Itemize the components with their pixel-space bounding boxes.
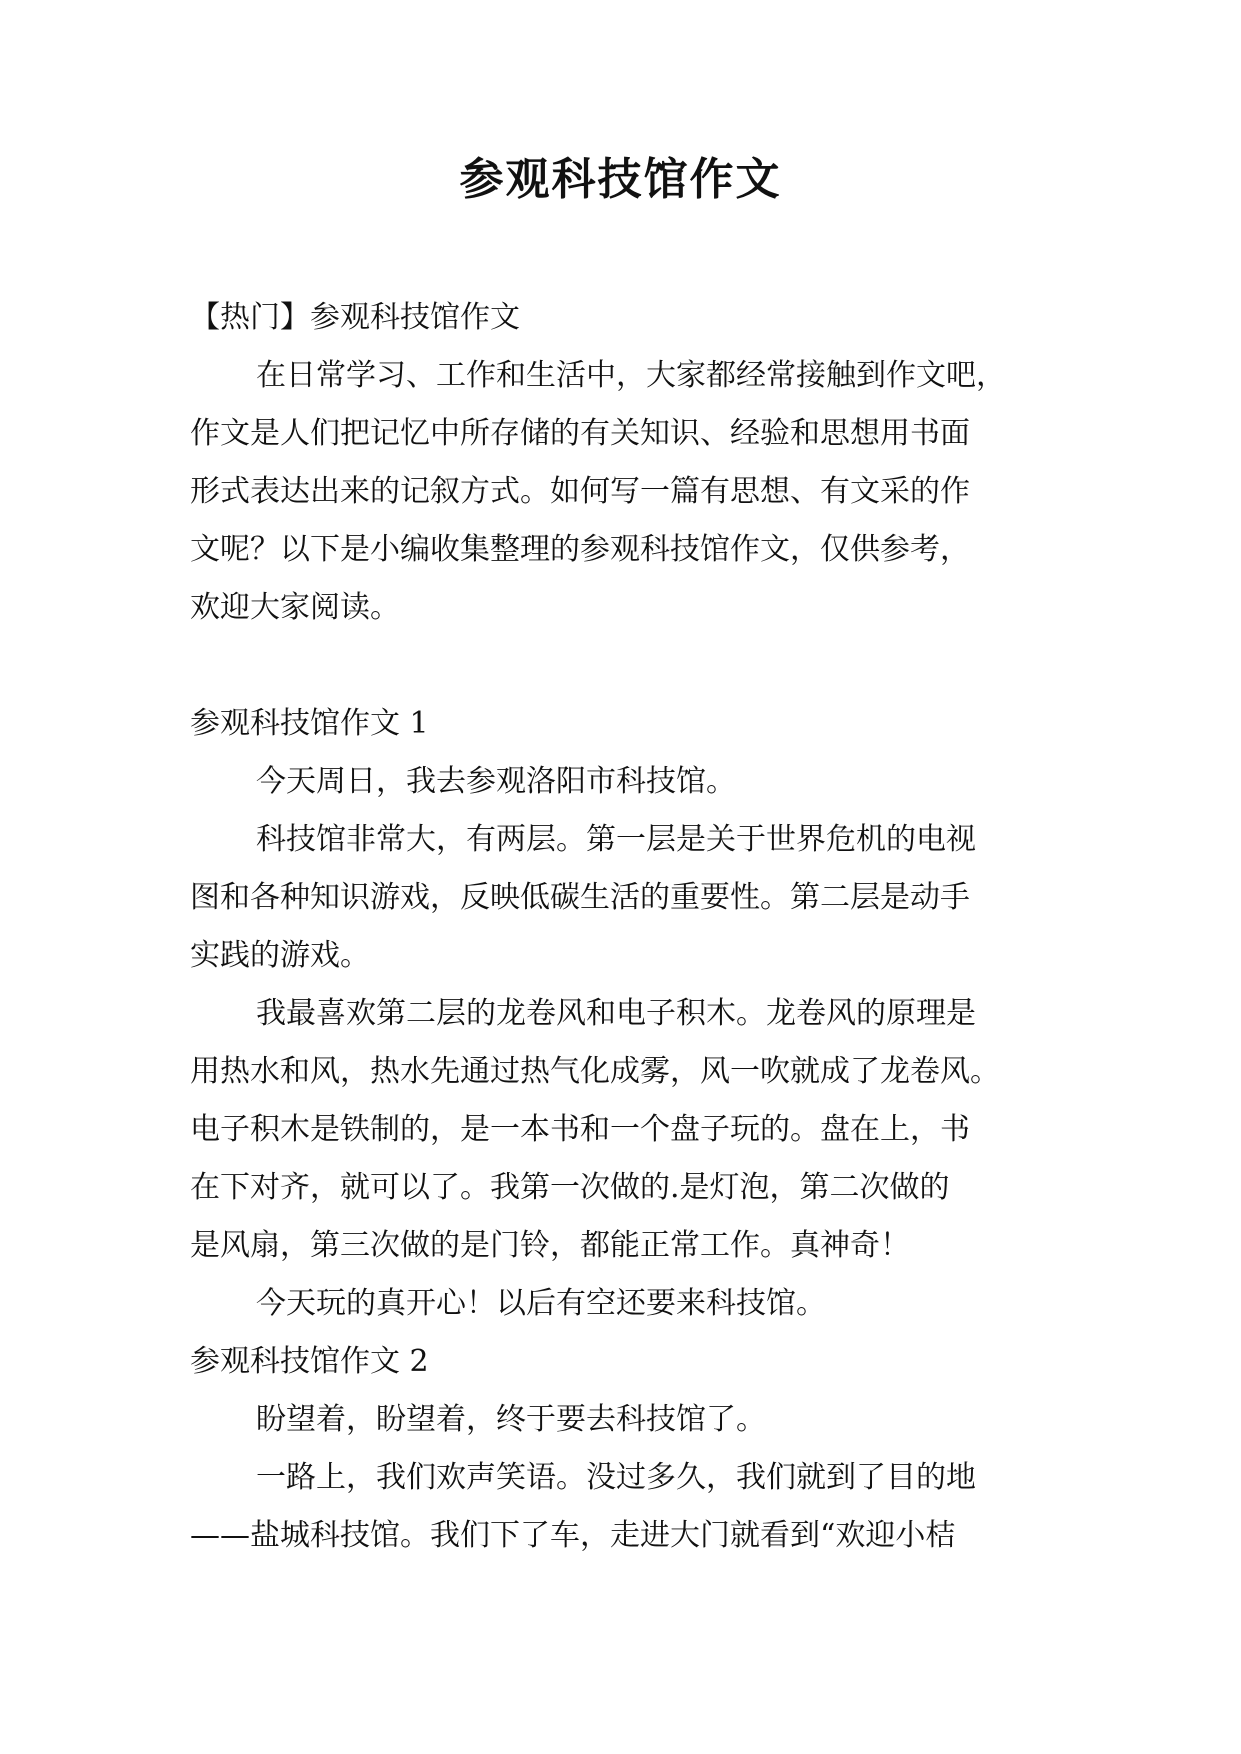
paragraph-line: 今天周日，我去参观洛阳市科技馆。 (256, 764, 736, 799)
blank-line (190, 637, 1070, 695)
intro-heading: 【热门】参观科技馆作文 (190, 300, 520, 335)
paragraph-line: 电子积木是铁制的，是一本书和一个盘子玩的。盘在上，书 (190, 1112, 970, 1147)
paragraph-line: 在下对齐，就可以了。我第一次做的.是灯泡，第二次做的 (190, 1170, 950, 1205)
paragraph-line: 盼望着，盼望着，终于要去科技馆了。 (256, 1402, 766, 1437)
section-heading-2: 参观科技馆作文 2 (190, 1344, 429, 1379)
paragraph-line: 一路上，我们欢声笑语。没过多久，我们就到了目的地 (256, 1460, 976, 1495)
paragraph-line: 是风扇，第三次做的是门铃，都能正常工作。真神奇！ (190, 1228, 910, 1263)
paragraph-line: 在日常学习、工作和生活中，大家都经常接触到作文吧， (256, 358, 1006, 393)
paragraph-line: 欢迎大家阅读。 (190, 590, 400, 625)
paragraph-line: 科技馆非常大，有两层。第一层是关于世界危机的电视 (256, 822, 976, 857)
document-title: 参观科技馆作文 (459, 154, 782, 205)
paragraph-line: 今天玩的真开心！以后有空还要来科技馆。 (256, 1286, 826, 1321)
paragraph-line: 用热水和风，热水先通过热气化成雾，风一吹就成了龙卷风。 (190, 1054, 1000, 1089)
paragraph-line: 形式表达出来的记叙方式。如何写一篇有思想、有文采的作 (190, 474, 970, 509)
paragraph-line: ——盐城科技馆。我们下了车，走进大门就看到“欢迎小桔 (190, 1518, 956, 1553)
paragraph-line: 实践的游戏。 (190, 938, 370, 973)
paragraph-line: 我最喜欢第二层的龙卷风和电子积木。龙卷风的原理是 (256, 996, 976, 1031)
document-body (190, 289, 1070, 1565)
section-heading-1: 参观科技馆作文 1 (190, 706, 429, 741)
paragraph-line: 图和各种知识游戏，反映低碳生活的重要性。第二层是动手 (190, 880, 970, 915)
paragraph-line: 作文是人们把记忆中所存储的有关知识、经验和思想用书面 (190, 416, 970, 451)
paragraph-line: 文呢？以下是小编收集整理的参观科技馆作文，仅供参考， (190, 532, 970, 567)
